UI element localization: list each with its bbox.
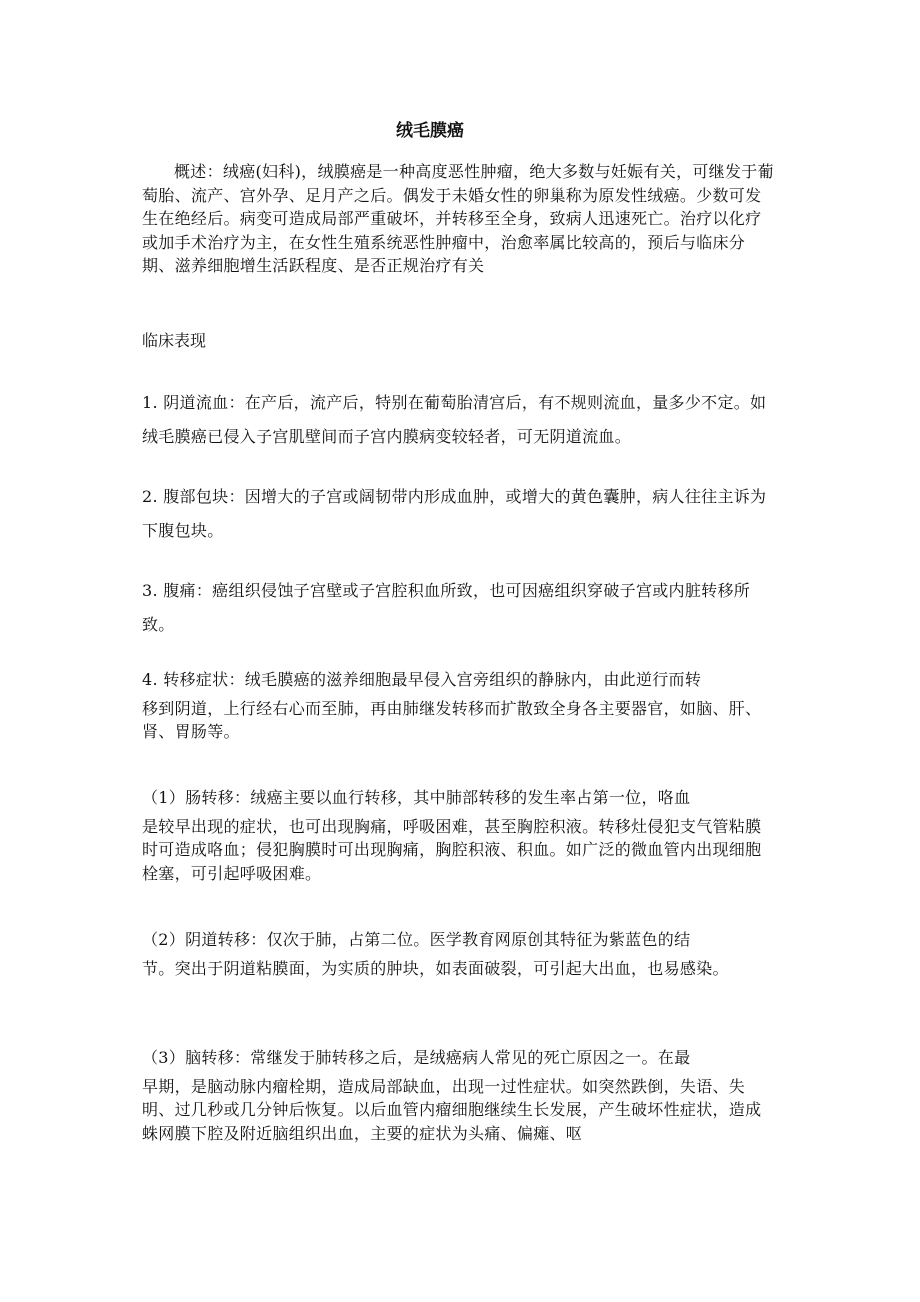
paragraph-continuation: 节。突出于阴道粘膜面，为实质的肿块，如表面破裂，可引起大出血，也易感染。 xyxy=(142,958,729,978)
symptom-paragraph-2 xyxy=(142,480,774,548)
paragraph-continuation: 往主诉为下腹包块。 xyxy=(142,487,767,540)
metastasis-paragraph-3 xyxy=(142,1046,774,1145)
overview-paragraph: 概述：绒癌(妇科)，绒膜癌是一种高度恶性肿瘤，绝大多数与妊娠有关，可继发于葡萄胎、流产、宫外孕、足月产之后。偶发于未婚女性的卵巢称为原发性绒癌。少数可发生在绝经后。病变可造成局部严重破坏，并转移至全身，致病人迅速死亡。治疗以化疗或加手术治疗为主，在女性生殖系统恶性肿瘤中，治愈率属比较高的，预后与临床分期、滋养细胞增生活跃程度、是否正规治疗有关 xyxy=(142,162,774,275)
metastasis-paragraph-2 xyxy=(142,928,774,980)
paragraph-continuation: 不定。如绒毛膜癌已侵入子宫肌壁间而子宫内膜病变较轻者，可无阴道流血。 xyxy=(142,393,767,446)
paragraph-continuation: 移到阴道，上行经右心而至肺，再由肺继发转移而扩散致全身各主要器官，如脑、肝、肾、胃肠等。 xyxy=(142,698,762,741)
paragraph-continuation: 早期，是脑动脉内瘤栓期，造成局部缺血，出现一过性症状。如突然跌倒，失语、失明、过几秒或几分钟后恢复。以后血管内瘤细胞继续生长发展，产生破坏性症状，造成蛛网膜下腔及附近脑组织出血，主要的症状为头痛、偏瘫、呕 xyxy=(142,1076,762,1143)
symptom-paragraph-4 xyxy=(142,668,774,744)
document-title: 绒毛膜癌 xyxy=(396,121,464,141)
paragraph-first-line: 4. 转移症状：绒毛膜癌的滋养细胞最早侵入宫旁组织的静脉内，由此逆行而转 xyxy=(142,670,702,689)
paragraph-continuation: 是较早出现的症状，也可出现胸痛，呼吸困难，甚至胸腔积液。转移灶侵犯支气管粘膜时可造成咯血；侵犯胸膜时可出现胸痛，胸腔积液、积血。如广泛的微血管内出现细胞栓塞，可引起呼吸困难。 xyxy=(142,816,762,883)
paragraph-first-line: 2. 腹部包块：因增大的子宫或阔韧带内形成血肿，或增大的黄色囊肿，病人往 xyxy=(142,487,702,506)
paragraph-first-line: （1）肠转移：绒癌主要以血行转移，其中肺部转移的发生率占第一位，咯血 xyxy=(142,788,691,807)
paragraph-first-line: 1. 阴道流血：在产后，流产后，特别在葡萄胎清宫后，有不规则流血，量多少 xyxy=(142,393,702,412)
metastasis-paragraph-1 xyxy=(142,786,774,885)
paragraph-first-line: （3）脑转移：常继发于肺转移之后，是绒癌病人常见的死亡原因之一。在最 xyxy=(142,1048,691,1067)
symptom-paragraph-3 xyxy=(142,574,774,642)
paragraph-continuation: 转移所致。 xyxy=(142,581,751,634)
paragraph-first-line: （2）阴道转移：仅次于肺，占第二位。医学教育网原创其特征为紫蓝色的结 xyxy=(142,930,691,949)
symptom-paragraph-1 xyxy=(142,386,774,454)
section-heading: 临床表现 xyxy=(142,331,207,350)
paragraph-first-line: 3. 腹痛：癌组织侵蚀子宫壁或子宫腔积血所致，也可因癌组织穿破子宫或内脏 xyxy=(142,581,702,600)
